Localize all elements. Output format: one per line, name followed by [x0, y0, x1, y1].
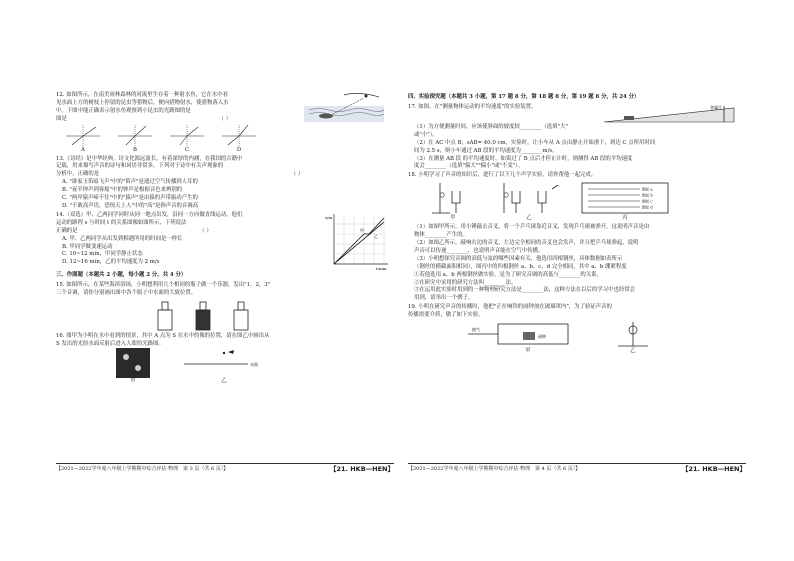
reflection-diagram — [184, 348, 264, 378]
bell-stand — [608, 320, 658, 348]
bottles-figure — [146, 298, 266, 332]
q19-figure-jia — [468, 320, 588, 356]
right-footer — [408, 463, 746, 474]
q19-line: 传播需要介质，做了如下实验。 — [408, 312, 484, 319]
q18-figures — [428, 181, 746, 223]
question-12 — [56, 92, 394, 155]
pump-label: 抽气 — [472, 327, 480, 333]
bottle — [158, 302, 172, 330]
q14-line: 运动的路程 s 与时间 t 的关系图像如图所示，下列说法 — [56, 219, 187, 226]
archerfish — [319, 114, 333, 119]
q14-choice-d[interactable]: D. 12~16 min，乙的平均速度为 2 m/s — [62, 259, 160, 266]
q17-part1-cont: 或"小"）。 — [414, 131, 438, 138]
ray-diagram-d — [222, 125, 256, 147]
q15-line: 三个音调，请你分别画出图中各个瓶子中水面的大致位置。 — [56, 289, 197, 296]
y-axis-label: s/m — [325, 214, 333, 220]
q18-part3: （3）小明想探究音调的高低与弦的哪些因素有关，他选用四根钢丝，具体数据如表所示 — [414, 255, 623, 262]
section-3-heading: 三、作图题（本题共 2 小题，每小题 2 分，共 4 分） — [56, 271, 187, 278]
question-19 — [408, 304, 746, 356]
q18-figure-jia — [428, 181, 478, 223]
q18-part1: （1）如图甲所示，用小锤敲击音叉，将一个乒乓球靠近音叉，发现乒乓球被弹开，这说明声音是由 — [414, 224, 650, 231]
tuning-fork-jia — [428, 181, 478, 215]
bell-jar-apparatus — [468, 320, 588, 348]
q13-bracket: （ ） — [290, 171, 304, 178]
q17-part1: （1）为方便测量时间，应该使斜面的坡度较________（选填"大" — [414, 123, 568, 130]
q19-figure-yi — [608, 320, 658, 356]
q17-part2: （2）在 AC 中点 B，sAB= 40.0 cm，实验时，让小车从 A 点由静止开始滑下，到达 C 点所用时间 — [414, 139, 656, 146]
q13-choice-c[interactable]: C. "两岸猿声啼不住"中的"猿声"是由猿的声带振动产生的 — [62, 195, 198, 202]
caption-yi: 乙 — [221, 378, 227, 385]
question-18 — [408, 172, 746, 303]
insect — [365, 95, 368, 98]
eye-icon — [228, 350, 234, 354]
q13-choice-b[interactable]: B. "夜半钟声到客船"中的钟声是根据音色来辨别的 — [62, 187, 183, 194]
q18-part2: （2）如图乙所示，敲响右边的音叉，左边完全相同的音叉也会发声，并且把乒乓球弹起，说明 — [414, 239, 639, 246]
series-jia — [334, 218, 384, 264]
caption-jia: 甲 — [525, 348, 531, 355]
q13-line: 13.《诗经》是中华经典，诗文化源远流长，有着深厚的内涵，在我国的古籍中 — [56, 155, 243, 162]
q15-line: 15. 如图所示，在某些海滨浴场，小明想利用几个相同的瓶子做一个乐器，发出"1，2，3" — [56, 281, 271, 288]
q14-line: 14.（双选）甲、乙两同学同时从同一地点出发，沿同一方向做直线运动，他们 — [56, 211, 243, 218]
string-label-c: 钢丝 c — [642, 199, 653, 204]
q18-figure-yi — [494, 181, 564, 223]
grid — [334, 216, 386, 264]
q14-line: 正确的是 — [56, 227, 78, 234]
string-label-a: 钢丝 a — [642, 187, 653, 192]
q19-line: 19. 小明在研究声音的传播时，他把"正在响铃的闹钟放在玻璃罩内"，为了验证声音的 — [408, 304, 612, 311]
q18-figure-bing — [580, 181, 670, 223]
point-s — [223, 352, 225, 354]
q12-line: 中。下图中能正确表示射水鱼观察到小昆虫的光路图的是 — [56, 107, 191, 114]
q18-part2-cont: 声音可以传递________，也说明声音能在空气中传播。 — [414, 247, 544, 254]
q12-option-b[interactable] — [118, 125, 152, 155]
series-label-yi: 乙 — [374, 233, 378, 239]
left-footer — [56, 463, 394, 474]
ray-diagram-a — [66, 125, 100, 147]
caption-yi: 乙 — [526, 215, 532, 222]
section-4-heading: 四、实验探究题（本题共 3 小题，第 17 题 8 分，第 18 题 8 分，第 19 题 8 分，共 24 分） — [408, 94, 640, 100]
metal-plate-label: 金属片 — [710, 104, 722, 110]
clock-label: 闹钟 — [538, 334, 546, 340]
incline-board — [604, 108, 734, 122]
incline-apparatus — [604, 104, 744, 124]
right-page — [408, 92, 746, 474]
q17-part3-cont: 度会________（选填"偏大""偏小"或"不变"）。 — [414, 163, 524, 170]
q13-line: 记载，用来描写声音的诗句和词语非常多，下列对于诗中有关声现象的 — [56, 163, 224, 170]
q18-part3-cont: （钢丝的横截面积相同），图丙中的四根钢丝 a、b、c、d 完全相同，其中 a、b 绷紧程度 — [414, 263, 627, 270]
paper-code: 【21. HKB—HEN】 — [329, 465, 394, 473]
q18-line: 18. 小明学习了声音的知识后，进行了以下几个声学实验，请你帮他一起完成。 — [408, 172, 597, 179]
q12-option-a[interactable] — [66, 125, 100, 155]
bottle — [196, 302, 210, 330]
q17-line: 17. 如图，在"测量物体运动的平均速度"的实验装置。 — [408, 103, 537, 110]
question-15 — [56, 282, 394, 332]
option-label: B — [133, 146, 137, 153]
q14-choice-c[interactable]: C. 10~12 min，甲同学静止状态 — [62, 251, 143, 258]
q18-part1-cont: 物体________产生的。 — [414, 232, 468, 239]
q18-sub3: ③在运用此实验时用到的一种物理研究方法是________法，这种方法在以后的学习中也经常会 — [414, 287, 636, 294]
q17-part3: （3）在测量 AB 段 的平均速度时，如果过了 B 点后才停止计时，则测得 AB 段的平均速度 — [414, 155, 633, 162]
tuning-fork-yi — [494, 181, 564, 215]
left-page — [56, 92, 394, 474]
q12-option-d[interactable] — [222, 125, 256, 155]
q16-figure-a — [116, 348, 150, 386]
q16-line: S 发出的光经水面反射后进入人眼的光路图。 — [56, 340, 164, 347]
footer-title: 【2021—2022学年度八年级上学期期中综合评估·物理 第 4 页（共 6 页）】 — [408, 466, 581, 472]
caption-jia: 甲 — [450, 215, 456, 222]
option-label: A — [81, 146, 85, 153]
question-13 — [56, 156, 394, 211]
distance-time-graph — [324, 212, 390, 270]
q18-sub2: ②在研究中采用的研究方法叫________法。 — [414, 279, 517, 286]
q14-choice-b[interactable]: B. 甲同学做变速运动 — [62, 243, 113, 250]
ray-diagram-c — [170, 125, 204, 147]
string-label-b: 钢丝 b — [642, 193, 653, 198]
q13-choice-a[interactable]: A. "谁家玉笛暗飞声"中的"笛声"是通过空气传播到人耳的 — [62, 179, 198, 186]
q12-line: 图是 — [56, 115, 67, 122]
string-label-d: 钢丝 d — [642, 205, 653, 210]
series-label-jia: 甲 — [360, 227, 364, 233]
q19-figures — [468, 320, 746, 356]
option-label: D — [236, 146, 242, 153]
question-14 — [56, 212, 394, 270]
cart — [624, 116, 634, 120]
q16-line: 16. 图甲为小明在水中看到的情景，其中 A 点为 S 在水中的像的位置，请在图乙中画出从 — [56, 332, 270, 339]
caption-yi: 乙 — [630, 348, 636, 355]
x-axis-label: t/min — [376, 265, 387, 270]
question-17 — [408, 104, 746, 171]
q12-option-c[interactable] — [170, 125, 204, 155]
q12-line: 12. 如图所示，在南美雨林森林的河流里生存着一种射水鱼，它在水中看 — [56, 92, 229, 98]
q18-sub3-cont: 用到，请举出一个例子。 — [414, 295, 474, 302]
bottle — [234, 302, 248, 330]
q16-figure-b — [184, 348, 264, 386]
water-surface-label: 水面 — [250, 362, 258, 368]
exam-spread — [56, 92, 746, 474]
q14-bracket: （ ） — [199, 227, 212, 234]
caption-jia: 甲 — [130, 378, 136, 385]
alarm-clock — [523, 332, 535, 340]
string-board — [580, 181, 670, 215]
ray-diagram-b — [118, 125, 152, 147]
q12-bracket: （ ） — [218, 115, 232, 122]
caption-bing: 丙 — [622, 215, 628, 222]
question-16 — [56, 333, 394, 387]
q12-line: 见水面上方的树枝上停留的昆虫等猎物后，便向猎物射水，使猎物落入水 — [56, 99, 229, 106]
archerfish-illustration — [304, 92, 384, 122]
option-label: C — [184, 146, 190, 153]
series-yi — [334, 222, 384, 264]
photo-jia — [116, 348, 150, 378]
tree-branch — [344, 93, 379, 97]
q18-sub1: ①若他选用 a、b 两根钢丝做实验，是为了研究音调的高低与________的关系。 — [414, 271, 602, 278]
q16-figures — [116, 348, 394, 386]
q13-choice-d[interactable]: D. "不敢高声语，恐惊天上人"中的"高"是指声音的音调高 — [62, 202, 199, 209]
q12-diagrams — [66, 125, 256, 155]
q17-part2-cont: 间为 2.5 s，则小车通过 AB 段的平均速度为________m/s。 — [414, 147, 558, 154]
footer-title: 【2021—2022学年度八年级上学期期中综合评估·物理 第 3 页（共 6 页）】 — [56, 466, 229, 472]
q14-choice-a[interactable]: A. 甲、乙两同学从出发到相遇所用的时间是一样长 — [62, 235, 183, 242]
q13-line: 分析中，正确的是 — [56, 171, 100, 178]
paper-code: 【21. HKB—HEN】 — [681, 465, 746, 473]
